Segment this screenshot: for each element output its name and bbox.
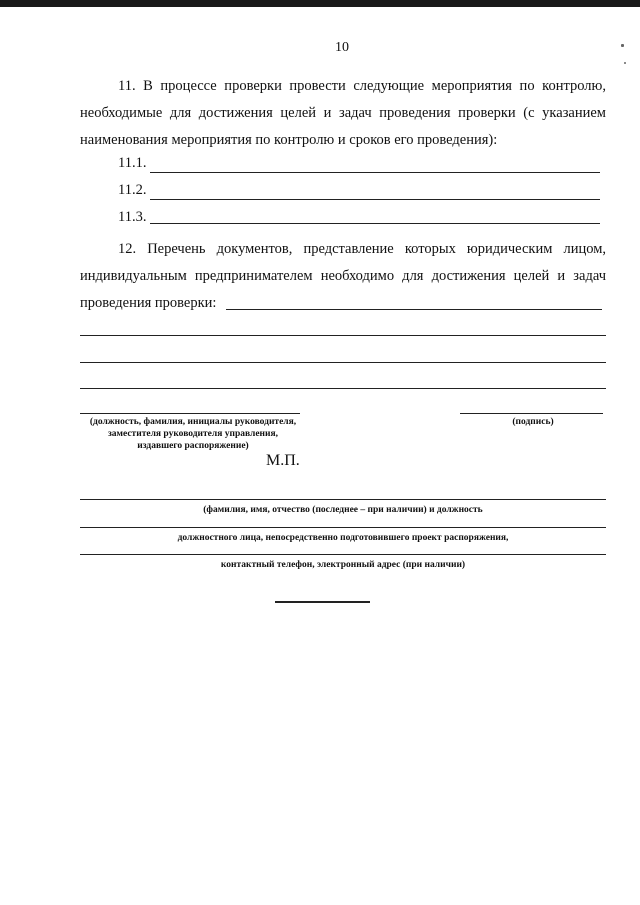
position-caption [80, 416, 306, 452]
scan-speck [621, 44, 624, 47]
position-caption-line: заместителя руководителя управления, [107, 429, 279, 439]
item-11-2-label: 11.2. [118, 182, 147, 198]
position-caption-line: (должность, фамилия, инициалы руководителя, [89, 417, 297, 427]
stamp-label: М.П. [266, 452, 300, 469]
item-11-2-fill-line [150, 199, 600, 200]
responsible-line [80, 499, 606, 500]
item-11-3-label: 11.3. [118, 209, 147, 225]
signature-line [460, 413, 603, 414]
section-12-line: 12. Перечень документов, представление которых юридическим лицом, [118, 241, 606, 257]
responsible-caption-1: (фамилия, имя, отчество (последнее – при наличии) и должность [203, 505, 483, 515]
responsible-line [80, 554, 606, 555]
scan-top-edge [0, 0, 640, 7]
position-signature-line [80, 413, 300, 414]
section-11-line: 11. В процессе проверки провести следующие мероприятия по контролю, [118, 78, 606, 94]
responsible-caption-2: должностного лица, непосредственно подготовившего проект распоряжения, [177, 533, 509, 543]
item-11-1-label: 11.1. [118, 155, 147, 171]
section-12-blank-line [80, 362, 606, 363]
end-separator [275, 601, 370, 603]
page-number: 10 [335, 40, 349, 55]
item-11-1-fill-line [150, 172, 600, 173]
section-12-line: проведения проверки: [80, 295, 217, 311]
scan-speck [624, 62, 626, 64]
section-11-line: наименования мероприятия по контролю и сроков его проведения): [80, 132, 498, 148]
responsible-line [80, 527, 606, 528]
section-11-paragraph [80, 73, 606, 154]
item-11-3-fill-line [150, 223, 600, 224]
section-11-line: необходимые для достижения целей и задач проведения проверки (с указанием [80, 105, 606, 121]
section-12-blank-line [80, 335, 606, 336]
responsible-caption-3: контактный телефон, электронный адрес (при наличии) [220, 560, 466, 570]
section-12-fill-line [226, 309, 602, 310]
section-12-blank-line [80, 388, 606, 389]
section-12-line: индивидуальным предпринимателем необходимо для достижения целей и задач [80, 268, 606, 284]
section-12-paragraph [80, 236, 606, 317]
signature-caption: (подпись) [512, 417, 554, 427]
position-caption-line: издавшего распоряжение) [137, 441, 249, 451]
